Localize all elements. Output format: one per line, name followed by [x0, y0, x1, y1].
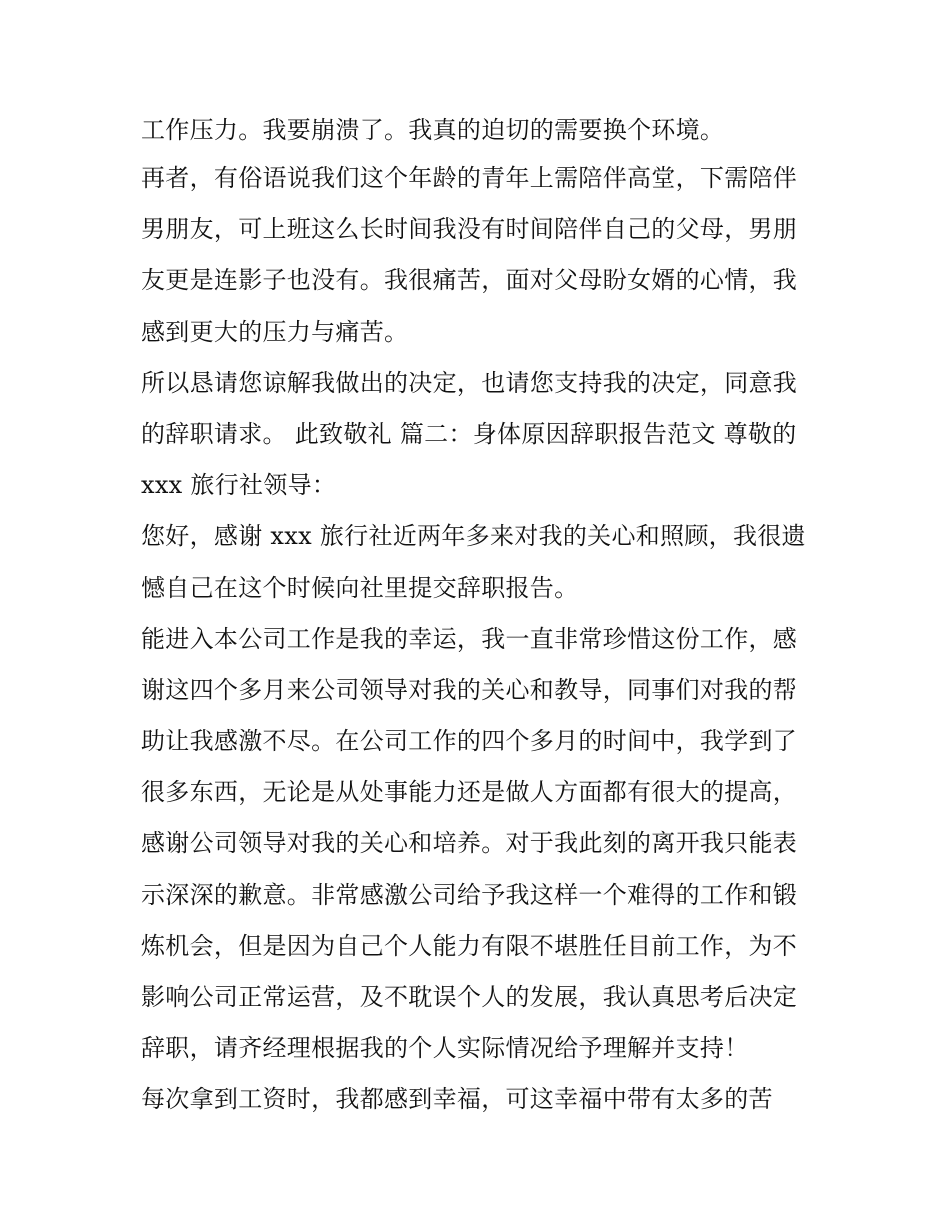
text-line: 很多东西，无论是从处事能力还是做人方面都有很大的提高， — [141, 778, 798, 807]
text-line: 友更是连影子也没有。我很痛苦，面对父母盼女婿的心情，我 — [141, 266, 798, 295]
text-line: 再者，有俗语说我们这个年龄的青年上需陪伴高堂，下需陪伴 — [141, 164, 798, 192]
text-line: 助让我感激不尽。在公司工作的四个多月的时间中，我学到了 — [141, 727, 798, 756]
text-line: 炼机会，但是因为自己个人能力有限不堪胜任目前工作，为不 — [141, 931, 798, 960]
text-line: 的辞职请求。 此致敬礼 篇二：身体原因辞职报告范文 尊敬的 — [141, 419, 797, 448]
text-line: 所以恳请您谅解我做出的决定，也请您支持我的决定，同意我 — [141, 368, 798, 397]
text-line: 辞职，请齐经理根据我的个人实际情况给予理解并支持！ — [141, 1034, 749, 1063]
text-line: 能进入本公司工作是我的幸运，我一直非常珍惜这份工作，感 — [141, 624, 798, 653]
body-text — [141, 108, 821, 1126]
text-line: 您好，感谢 xxx 旅行社近两年多来对我的关心和照顾，我很遗 — [141, 522, 806, 551]
text-line: 感谢公司领导对我的关心和培养。对于我此刻的离开我只能表 — [141, 829, 798, 858]
text-line: 示深深的歉意。非常感激公司给予我这样一个难得的工作和锻 — [141, 880, 798, 909]
text-line: 工作压力。我要崩溃了。我真的迫切的需要换个环境。 — [141, 116, 725, 144]
text-line: 憾自己在这个时候向社里提交辞职报告。 — [141, 573, 579, 602]
text-line: 感到更大的压力与痛苦。 — [141, 317, 409, 346]
text-line: 男朋友，可上班这么长时间我没有时间陪伴自己的父母，男朋 — [141, 215, 798, 244]
text-line: xxx 旅行社领导： — [141, 471, 337, 500]
text-line: 影响公司正常运营，及不耽误个人的发展，我认真思考后决定 — [141, 983, 798, 1011]
text-line: 每次拿到工资时，我都感到幸福，可这幸福中带有太多的苦 — [141, 1085, 773, 1114]
text-line: 谢这四个多月来公司领导对我的关心和教导，同事们对我的帮 — [141, 675, 798, 704]
